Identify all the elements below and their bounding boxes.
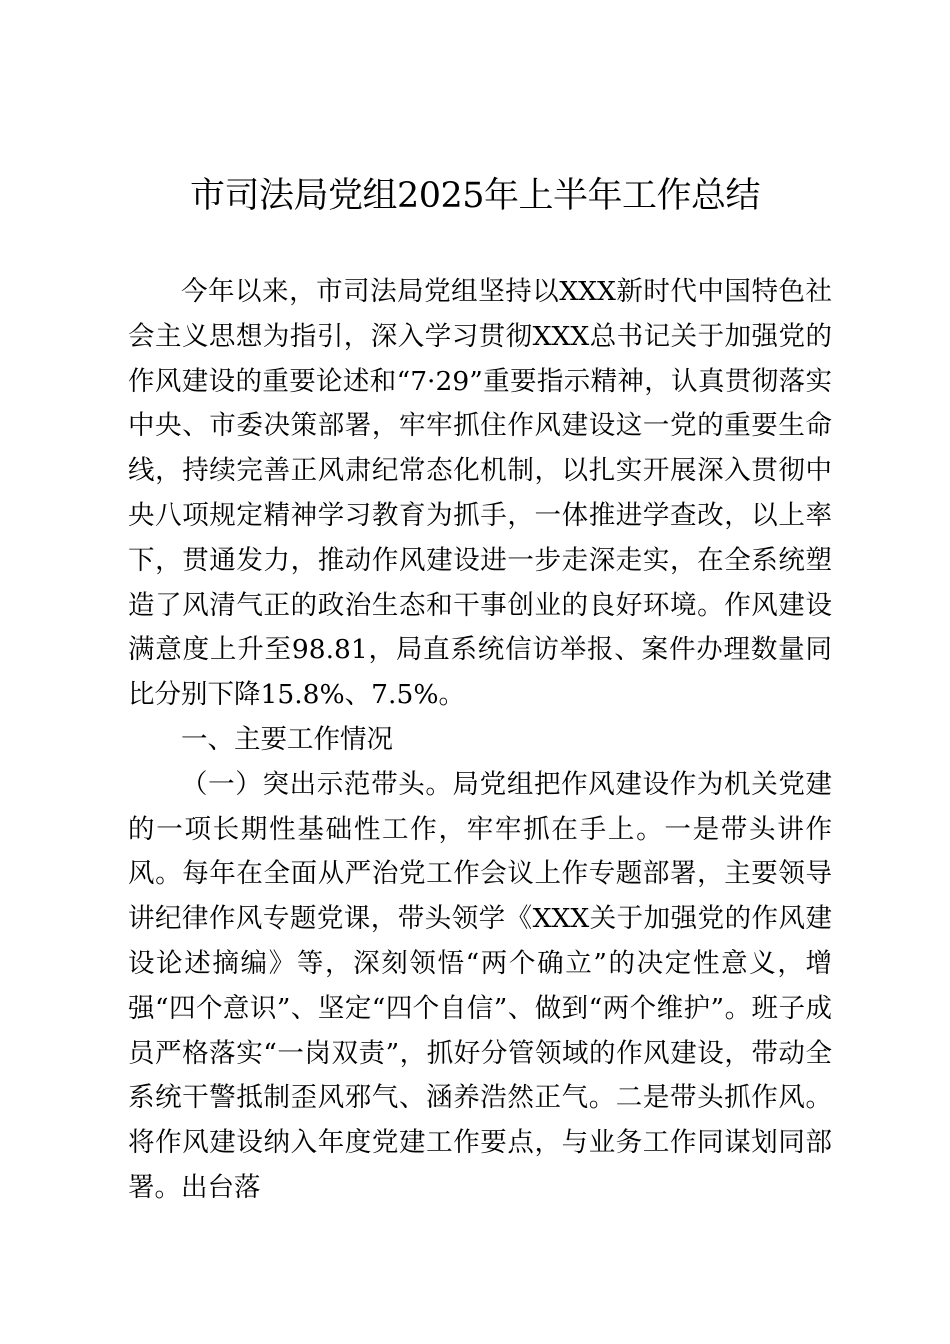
- section-heading-main-work: 一、主要工作情况: [181, 723, 393, 755]
- document-body: [128, 270, 832, 1211]
- intro-paragraph: 今年以来，市司法局党组坚持以XXX新时代中国特色社会主义思想为指引，深入学习贯彻XXX总书记关于加强党的作风建设的重要论述和“7·29”重要指示精神，认真贯彻落实中央、市委决策部署，牢牢抓住作风建设这一党的重要生命线，持续完善正风肃纪常态化机制，以扎实开展深入贯彻中央八项规定精神学习教育为抓手，一体推进学查改，以上率下，贯通发力，推动作风建设进一步走深走实，在全系统塑造了风清气正的政治生态和干事创业的良好环境。作风建设满意度上升至98.81，局直系统信访举报、案件办理数量同比分别下降15.8%、7.5%。: [128, 276, 832, 711]
- subsection-paragraph-1: （一）突出示范带头。局党组把作风建设作为机关党建的一项长期性基础性工作，牢牢抓在手上。一是带头讲作风。每年在全面从严治党工作会议上作专题部署，主要领导讲纪律作风专题党课，带头领学《XXX关于加强党的作风建设论述摘编》等，深刻领悟“两个确立”的决定性意义，增强“四个意识”、坚定“四个自信”、做到“两个维护”。班子成员严格落实“一岗双责”，抓好分管领域的作风建设，带动全系统干警抵制歪风邪气、涵养浩然正气。二是带头抓作风。将作风建设纳入年度党建工作要点，与业务工作同谋划同部署。出台落: [128, 768, 832, 1203]
- document-title: 市司法局党组2025年上半年工作总结: [189, 176, 761, 216]
